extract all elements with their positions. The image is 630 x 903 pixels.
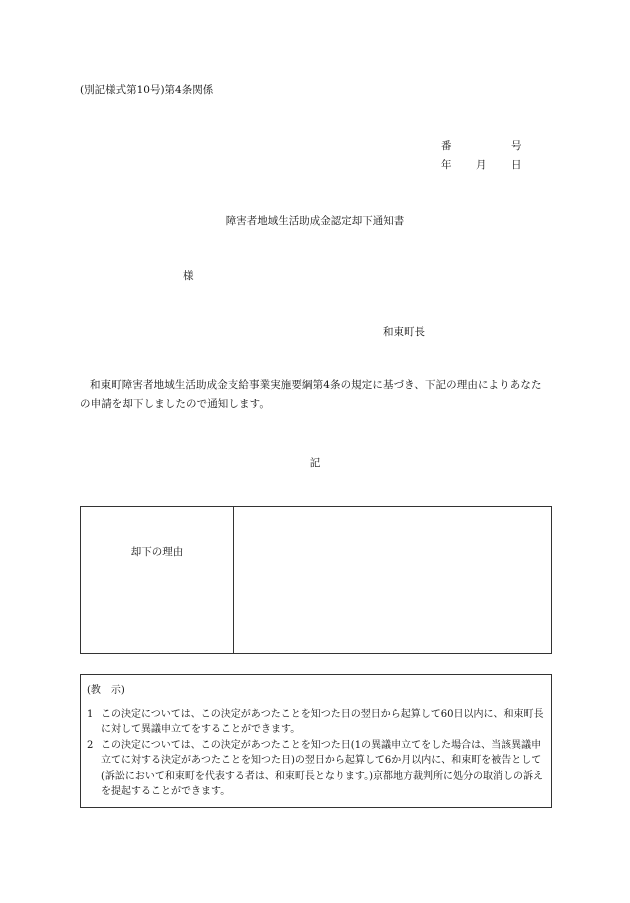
reason-label: 却下の理由 (130, 546, 184, 558)
addressee-suffix: 様 (183, 270, 194, 282)
date-day: 日 (511, 159, 522, 171)
notice-item-text: この決定については、この決定があつたことを知つた日(1の異議申立てをした場合は、当該異議申立てに対する決定があつたことを知つた日)の翌日から起算して6か月以内に、和束町を被告として(訴訟において和束町を代表する者は、和束町長となります。)京都地方裁判所に処分の取消しの訴えを提起することができます。 (101, 739, 544, 797)
document-title: 障害者地域生活助成金認定却下通知書 (225, 215, 405, 227)
ki-label: 記 (309, 457, 321, 469)
number-suffix: 号 (511, 140, 522, 152)
issuer: 和東町長 (383, 326, 425, 338)
date-month: 月 (476, 159, 487, 171)
number-label: 番 (441, 140, 452, 152)
notice-box (80, 674, 552, 808)
notice-item (87, 738, 545, 800)
notice-item-text: この決定については、この決定があつたことを知つた日の翌日から起算して60日以内に、和束町長に対して異議申立てをすることができます。 (101, 708, 544, 735)
form-label: (別記様式第10号)第4条関係 (80, 84, 214, 96)
reason-label-cell (81, 507, 234, 653)
date-line (441, 157, 522, 172)
date-year: 年 (441, 159, 452, 171)
notice-item (87, 707, 545, 738)
notice-item-number: 2 (87, 739, 94, 751)
notice-item-number: 1 (87, 708, 94, 720)
notice-heading: (教 示) (87, 685, 125, 696)
document-number-line (441, 138, 522, 153)
notification-body: 和東町障害者地域生活助成金支給事業実施要綱第4条の規定に基づき、下記の理由によりあなたの申請を却下しましたので通知します。 (80, 379, 542, 410)
reason-table (80, 506, 552, 654)
